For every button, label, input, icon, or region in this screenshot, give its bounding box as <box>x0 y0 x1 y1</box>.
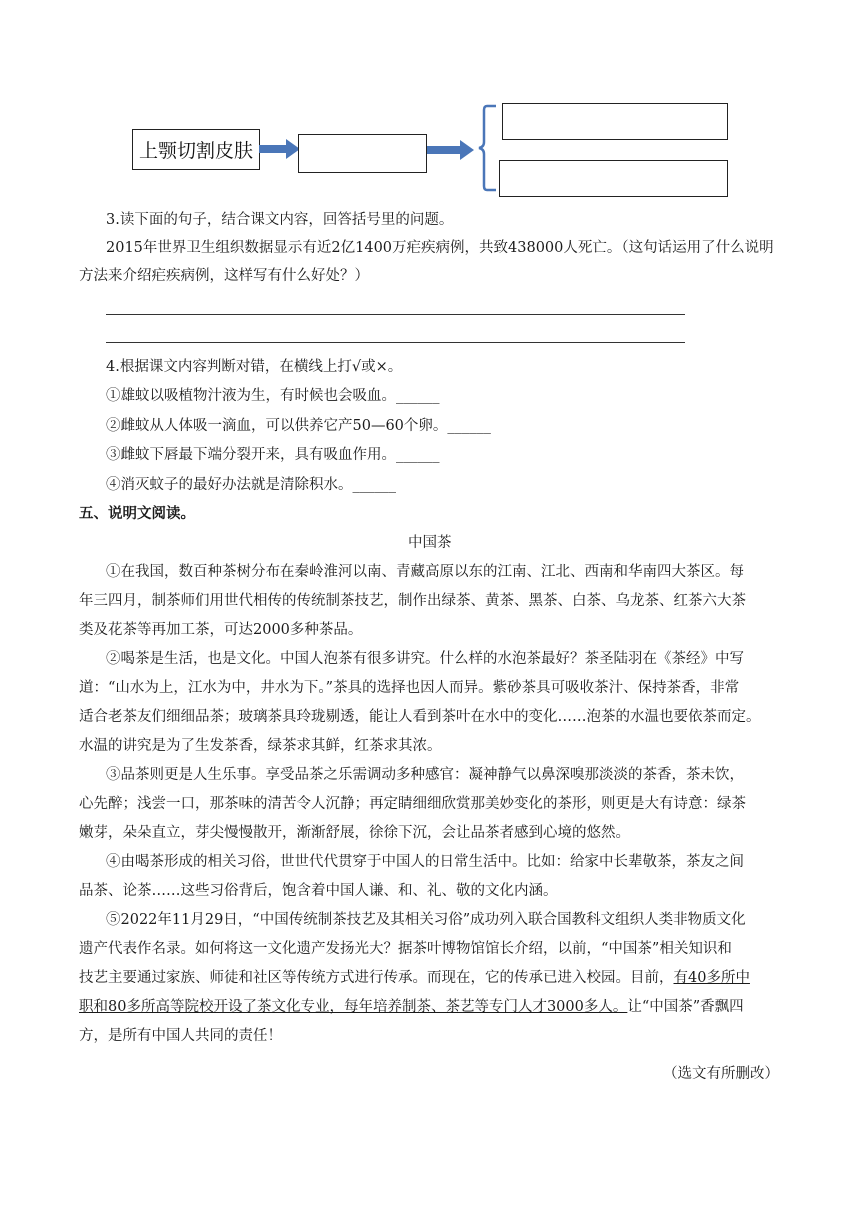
diagram-answer-box-middle[interactable] <box>298 134 427 173</box>
q4-item-3: ③雌蚊下唇最下端分裂开来，具有吸血作用。______ <box>106 447 440 463</box>
paragraph-1-line: 年三四月，制茶师们用世代相传的传统制茶技艺，制作出绿茶、黄茶、黑茶、白茶、乌龙茶、红茶六大茶 <box>79 593 746 609</box>
arrow-right-icon <box>259 139 301 159</box>
paragraph-3-line: 心先醉；浅尝一口，那茶味的清苦令人沉静；再定睛细细欣赏那美妙变化的茶形，则更是大有诗意：绿茶 <box>79 796 746 812</box>
paragraph-2-line: 道：“山水为上，江水为中，井水为下。”茶具的选择也因人而异。紫砂茶具可吸收茶汁、保持茶香，非常 <box>79 680 740 696</box>
arrow-right-icon <box>427 140 475 160</box>
source-note: （选文有所删改） <box>663 1066 779 1082</box>
paragraph-5-line <box>79 997 744 1017</box>
paragraph-5-line <box>79 968 750 988</box>
article-title: 中国茶 <box>408 535 452 551</box>
paragraph-5-text: 技艺主要通过家族、师徒和社区等传统方式进行传承。而现在，它的传承已进入校园。目前， <box>79 970 674 986</box>
q3-answer-line-2[interactable] <box>106 342 685 343</box>
paragraph-5-line: ⑤2022年11月29日，“中国传统制茶技艺及其相关习俗”成功列入联合国教科文组织人类非物质文化 <box>106 912 746 928</box>
q3-answer-line-1[interactable] <box>106 314 685 315</box>
paragraph-5-text: 让“中国茶”香飘四 <box>627 999 744 1015</box>
paragraph-2-line: ②喝茶是生活，也是文化。中国人泡茶有很多讲究。什么样的水泡茶最好？茶圣陆羽在《茶经》中写 <box>106 651 744 667</box>
paragraph-2-line: 适合老茶友们细细品茶；玻璃茶具玲珑剔透，能让人看到茶叶在水中的变化……泡茶的水温也要依茶而定。 <box>79 709 761 725</box>
section5-heading: 五、说明文阅读。 <box>79 505 195 522</box>
q3-title: 3.读下面的句子，结合课文内容，回答括号里的问题。 <box>106 212 454 228</box>
paragraph-2-line: 水温的讲究是为了生发茶香，绿茶求其鲜，红茶求其浓。 <box>79 738 442 754</box>
q4-item-4: ④消灭蚊子的最好办法就是清除积水。______ <box>106 477 396 493</box>
q3-sentence-line2: 方法来介绍疟疾病例，这样写有什么好处？） <box>79 268 369 284</box>
paragraph-1-line: ①在我国，数百种茶树分布在秦岭淮河以南、青藏高原以东的江南、江北、西南和华南四大茶区。每 <box>106 564 744 580</box>
paragraph-3-line: 嫩芽，朵朵直立，芽尖慢慢散开，渐渐舒展，徐徐下沉，会让品茶者感到心境的悠然。 <box>79 825 630 841</box>
underlined-sentence: 职和80多所高等院校开设了茶文化专业，每年培养制茶、茶艺等专门人才3000多人。 <box>79 999 628 1015</box>
paragraph-1-line: 类及花茶等再加工茶，可达2000多种茶品。 <box>79 622 363 638</box>
paragraph-4-line: 品茶、论茶……这些习俗背后，饱含着中国人谦、和、礼、敬的文化内涵。 <box>79 883 558 899</box>
diagram-start-box <box>132 129 260 170</box>
diagram-answer-box-bottom[interactable] <box>499 160 728 197</box>
q4-item-1: ①雄蚊以吸植物汁液为生，有时候也会吸血。______ <box>106 388 440 404</box>
diagram-start-label: 上颚切割皮肤 <box>138 140 253 162</box>
q4-title: 4.根据课文内容判断对错，在横线上打√或×。 <box>106 359 403 375</box>
q4-item-2: ②雌蚊从人体吸一滴血，可以供养它产50—60个卵。______ <box>106 418 491 434</box>
diagram-answer-box-top[interactable] <box>502 103 728 140</box>
paragraph-4-line: ④由喝茶形成的相关习俗，世世代代贯穿于中国人的日常生活中。比如：给家中长辈敬茶，茶友之间 <box>106 854 744 870</box>
q3-sentence-line1: 2015年世界卫生组织数据显示有近2亿1400万疟疾病例，共致438000人死亡。（这句话运用了什么说明 <box>106 240 774 256</box>
paragraph-3-line: ③品茶则更是人生乐事。享受品茶之乐需调动多种感官：凝神静气以鼻深嗅那淡淡的茶香，茶未饮， <box>106 767 744 783</box>
paragraph-5-line: 方，是所有中国人共同的责任！ <box>79 1028 282 1044</box>
paragraph-5-line: 遗产代表作名录。如何将这一文化遗产发扬光大？据茶叶博物馆馆长介绍，以前，“中国茶”相关知识和 <box>79 941 732 957</box>
underlined-sentence: 有40多所中 <box>673 970 750 986</box>
brace-icon <box>478 104 500 192</box>
